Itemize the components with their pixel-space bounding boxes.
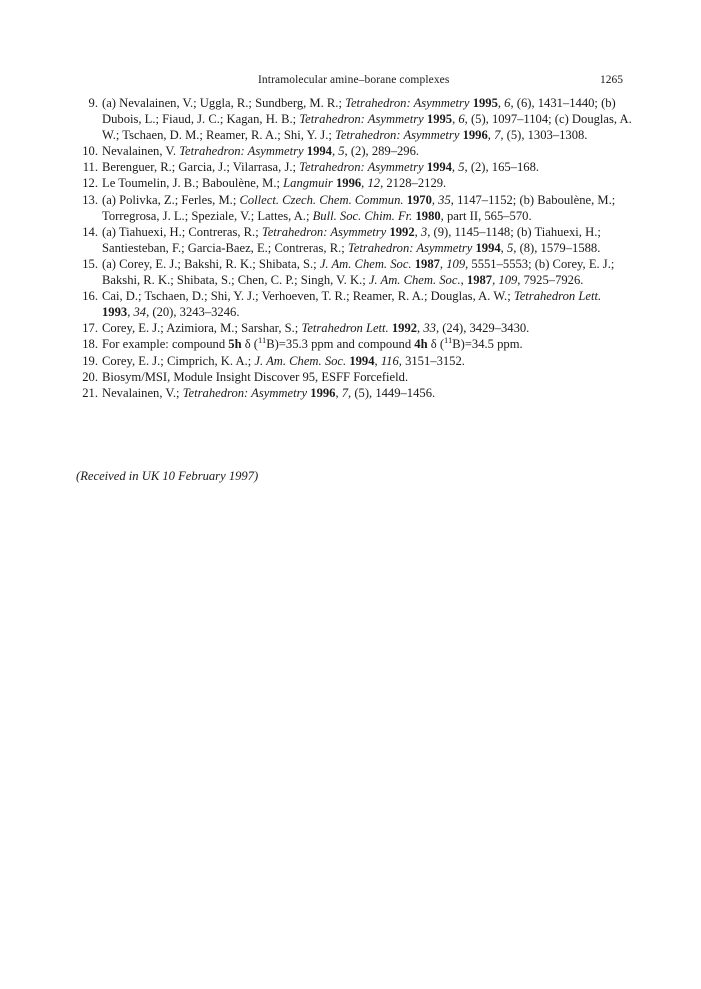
reference-text-run: 1994	[349, 353, 375, 368]
reference-text-run: 116	[380, 353, 399, 368]
reference-text-run: 11	[258, 335, 267, 346]
reference-text-run: 1994	[426, 160, 452, 175]
reference-item	[72, 320, 632, 336]
reference-text-run: ,	[417, 321, 424, 336]
reference-text-run: ,	[439, 256, 447, 271]
reference-text-run: , 3151–3152.	[398, 353, 465, 368]
reference-text	[102, 257, 614, 287]
reference-text-run: Langmuir	[283, 176, 333, 191]
reference-text-run: Tetrahedron: Asymmetry	[345, 96, 470, 110]
reference-text-run: 34	[133, 305, 147, 320]
reference-text-run: 1995	[472, 96, 498, 110]
reference-number: 16.	[82, 289, 98, 304]
reference-text-run: 1992	[391, 321, 418, 336]
reference-text-run: 1993	[102, 305, 128, 320]
reference-text-run: 11	[444, 335, 453, 346]
reference-text-run: , (5), 1097–1104; (c) Douglas, A. W.; Tschaen, D. M.; Reamer, R. A.; Shi, Y. J.;	[102, 112, 632, 143]
reference-text-run: Biosym/MSI, Module Insight Discover 95, ESFF Forcefield.	[102, 369, 409, 384]
reference-item	[72, 224, 632, 256]
reference-text-run: (a) Polivka, Z.; Ferles, M.;	[102, 192, 240, 207]
reference-text-run: ,	[451, 160, 459, 175]
reference-text-run: Nevalainen, V.;	[102, 385, 183, 400]
reference-text	[102, 96, 632, 142]
reference-text-run: 1970	[406, 192, 432, 207]
reference-text-run: , (24), 3429–3430.	[435, 321, 530, 336]
reference-number: 13.	[82, 192, 98, 207]
reference-text-run: Nevalainen, V.	[102, 144, 180, 159]
reference-text-run: ,	[331, 144, 339, 159]
reference-text-run: , (6), 1431–1440; (b) Dubois, L.; Fiaud, J. C.; Kagan, H. B.;	[102, 96, 616, 127]
reference-text-run: Tetrahedron: Asymmetry	[299, 160, 424, 175]
reference-text-run: 109	[446, 256, 466, 271]
reference-text-run: Le Toumelin, J. B.; Baboulène, M.;	[102, 176, 284, 191]
reference-text-run: Bull. Soc. Chim. Fr.	[312, 208, 413, 223]
running-head-title: Intramolecular amine–borane complexes	[258, 74, 450, 86]
reference-text-run: ,	[460, 273, 467, 288]
reference-text-run: J. Am. Chem. Soc.	[254, 353, 347, 368]
reference-number: 12.	[82, 176, 98, 191]
reference-text-run: For example: compound	[102, 337, 229, 352]
reference-text-run: 7	[341, 385, 349, 400]
reference-number: 19.	[82, 353, 98, 368]
reference-text-run: B)=34.5 ppm.	[452, 337, 523, 352]
reference-text-run: ,	[497, 96, 505, 110]
reference-text-run: 1996	[462, 128, 488, 143]
reference-number: 20.	[82, 369, 98, 384]
reference-text-run: 5	[338, 144, 345, 159]
reference-text-run: ,	[414, 224, 421, 239]
reference-text	[102, 225, 601, 255]
reference-item	[72, 159, 632, 175]
reference-text-run: , (5), 1449–1456.	[348, 385, 436, 400]
reference-text-run: ,	[335, 385, 342, 400]
reference-text-run: Tetrahedron: Asymmetry	[179, 144, 304, 159]
reference-text-run: ,	[431, 192, 439, 207]
reference-number: 11.	[82, 160, 98, 175]
reference-text-run: 1987	[466, 273, 493, 288]
reference-text-run: , (8), 1579–1588.	[513, 240, 601, 255]
reference-text-run: J. Am. Chem. Soc.	[319, 256, 412, 271]
reference-text-run: B)=35.3 ppm and compound	[266, 337, 415, 352]
reference-text-run: δ (	[427, 337, 445, 352]
reference-text-run: ,	[500, 240, 507, 255]
reference-text-run: , (20), 3243–3246.	[146, 305, 240, 320]
reference-text-run: 33	[423, 321, 436, 336]
reference-number: 15.	[82, 256, 98, 271]
reference-list	[72, 95, 632, 401]
reference-text-run: Berenguer, R.; Garcia, J.; Vilarrasa, J.;	[102, 160, 300, 175]
reference-text-run: ,	[452, 112, 459, 127]
reference-text-run: , (5), 1303–1308.	[500, 128, 588, 143]
reference-text-run: , 5551–5553; (b) Corey, E. J.; Bakshi, R. K.; Shibata, S.; Chen, C. P.; Singh, V. K.;	[102, 256, 615, 288]
reference-text-run: , 2128–2129.	[380, 176, 447, 191]
reference-text-run: 5	[506, 240, 514, 255]
reference-text-run: 1995	[426, 112, 453, 127]
page-number: 1265	[600, 74, 623, 86]
reference-text	[102, 193, 615, 223]
reference-text-run: Tetrahedron: Asymmetry	[347, 240, 473, 255]
reference-text	[102, 176, 446, 190]
reference-text-run: 109	[498, 273, 518, 288]
reference-text-run: Corey, E. J.; Azimiora, M.; Sarshar, S.;	[102, 321, 302, 336]
reference-item	[72, 192, 632, 224]
reference-text-run: 7	[494, 128, 501, 143]
reference-text-run: J. Am. Chem. Soc.	[368, 273, 461, 288]
reference-item	[72, 385, 632, 401]
reference-text-run: 1987	[414, 256, 440, 271]
reference-number: 18.	[82, 337, 98, 352]
reference-text-run: Tetrahedron: Asymmetry	[299, 112, 424, 127]
reference-text	[102, 370, 408, 384]
reference-number: 9.	[88, 96, 98, 110]
reference-item	[72, 256, 632, 288]
reference-text-run: 1996	[335, 176, 362, 191]
reference-text-run: ,	[127, 305, 134, 320]
reference-text-run: , part II, 565–570.	[440, 208, 532, 223]
reference-text-run: 35	[438, 192, 451, 207]
reference-text-run: , (2), 289–296.	[344, 144, 420, 159]
reference-text-run: Tetrahedron Lett.	[513, 289, 602, 304]
reference-text-run: ,	[487, 128, 495, 143]
reference-item	[72, 175, 632, 191]
reference-number: 10.	[82, 144, 98, 159]
reference-text-run: 1994	[306, 144, 332, 159]
reference-item	[72, 369, 632, 385]
reference-text	[102, 354, 465, 368]
reference-text-run: , (9), 1145–1148; (b) Tiahuexi, H.; Santiesteban, F.; Garcia-Baez, E.; Contreras, R.;	[102, 224, 601, 255]
reference-text-run: Tetrahedron: Asymmetry	[261, 224, 387, 239]
reference-text-run: 3	[420, 224, 428, 239]
reference-text	[102, 160, 539, 174]
reference-text-run: δ (	[241, 337, 259, 352]
reference-item	[72, 288, 632, 320]
received-date-note: (Received in UK 10 February 1997)	[76, 469, 259, 483]
reference-text-run: ,	[492, 273, 499, 288]
reference-item	[72, 95, 632, 143]
reference-text-run: , 1147–1152; (b) Baboulène, M.; Torregrosa, J. L.; Speziale, V.; Lattes, A.;	[102, 192, 616, 223]
reference-text-run: 6	[458, 112, 465, 127]
reference-number: 21.	[82, 385, 98, 400]
reference-text-run: ,	[374, 353, 381, 368]
reference-text	[102, 321, 529, 335]
reference-item	[72, 336, 632, 352]
reference-text-run: 6	[504, 96, 511, 110]
reference-text-run: Collect. Czech. Chem. Commun.	[239, 192, 404, 207]
reference-text-run: 5h	[228, 337, 242, 352]
reference-text-run: 5	[458, 160, 465, 175]
reference-text	[102, 144, 419, 158]
reference-text-run: 12	[367, 176, 381, 191]
reference-item	[72, 353, 632, 369]
reference-text	[102, 289, 601, 319]
reference-item	[72, 143, 632, 159]
reference-text-run: Cai, D.; Tschaen, D.; Shi, Y. J.; Verhoeven, T. R.; Reamer, R. A.; Douglas, A. W.;	[102, 289, 514, 304]
reference-text-run: , (2), 165–168.	[464, 160, 540, 175]
reference-text-run: , 7925–7926.	[517, 273, 584, 288]
reference-text-run: Corey, E. J.; Cimprich, K. A.;	[102, 353, 255, 368]
reference-text-run: 4h	[414, 337, 428, 352]
reference-text-run: (a) Corey, E. J.; Bakshi, R. K.; Shibata, S.;	[102, 256, 320, 271]
reference-number: 17.	[82, 321, 98, 336]
reference-text-run: (a) Nevalainen, V.; Uggla, R.; Sundberg, M. R.;	[102, 96, 346, 110]
reference-text-run: (a) Tiahuexi, H.; Contreras, R.;	[102, 224, 262, 239]
reference-text-run: 1994	[475, 240, 501, 255]
reference-text	[102, 337, 523, 351]
reference-text-run: Tetrahedron: Asymmetry	[182, 385, 308, 400]
reference-text-run: 1980	[415, 208, 441, 223]
reference-text-run: Tetrahedron: Asymmetry	[335, 128, 460, 143]
reference-text-run: 1992	[389, 224, 415, 239]
reference-text-run: 1996	[310, 385, 336, 400]
reference-number: 14.	[82, 224, 98, 239]
reference-text	[102, 386, 435, 400]
reference-text-run: Tetrahedron Lett.	[301, 321, 389, 336]
reference-text-run: ,	[361, 176, 368, 191]
